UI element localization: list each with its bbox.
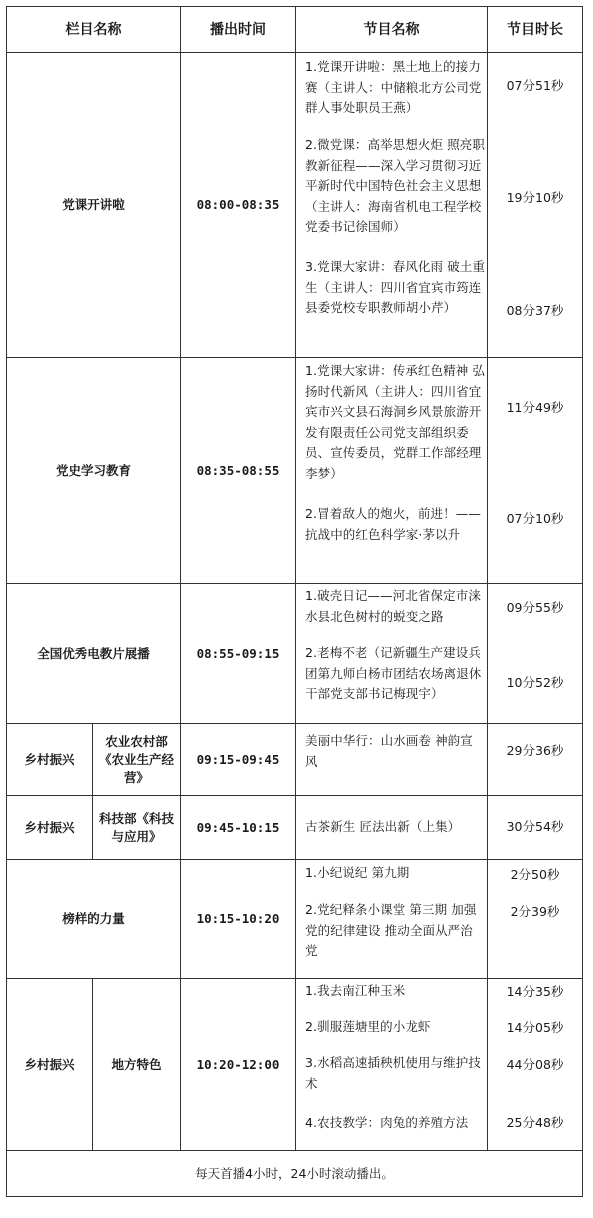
row-time: 08:55-09:15 bbox=[196, 645, 280, 661]
row-time: 08:35-08:55 bbox=[196, 462, 280, 478]
row-section: 乡村振兴 bbox=[24, 819, 75, 835]
row-time: 10:15-10:20 bbox=[196, 911, 280, 926]
row-section: 乡村振兴 bbox=[24, 751, 75, 767]
program-item: 2.冒着敌人的炮火，前进！——抗战中的红色科学家·茅以升 bbox=[305, 506, 481, 542]
program-duration: 2分39秒 bbox=[510, 904, 560, 919]
program-item: 2.驯服莲塘里的小龙虾 bbox=[305, 1019, 431, 1034]
row-section: 党课开讲啦 bbox=[62, 197, 125, 212]
program-item: 3.水稻高速插秧机使用与维护技术 bbox=[305, 1055, 481, 1091]
program-item: 1.小纪说纪 第九期 bbox=[305, 865, 410, 880]
program-duration: 2分50秒 bbox=[510, 867, 560, 882]
row-section: 全国优秀电教片展播 bbox=[37, 645, 150, 661]
program-duration: 07分51秒 bbox=[506, 78, 564, 93]
program-item: 古茶新生 匠法出新（上集） bbox=[305, 819, 461, 834]
program-duration: 25分48秒 bbox=[506, 1115, 564, 1130]
row-time: 10:20-12:00 bbox=[196, 1056, 280, 1072]
program-item: 4.农技教学：肉兔的养殖方法 bbox=[305, 1115, 469, 1130]
program-duration: 30分54秒 bbox=[506, 819, 564, 834]
program-duration: 29分36秒 bbox=[506, 743, 564, 758]
program-duration: 19分10秒 bbox=[506, 190, 564, 205]
program-item: 2.老梅不老（记新疆生产建设兵团第九师白杨市团结农场离退休干部党支部书记梅现宇） bbox=[305, 645, 482, 701]
program-item: 美丽中华行：山水画卷 神韵宣风 bbox=[305, 733, 473, 769]
footer-note: 每天首播4小时，24小时滚动播出。 bbox=[195, 1165, 394, 1181]
program-item: 1.破壳日记——河北省保定市涞水县北色树村的蜕变之路 bbox=[305, 588, 481, 624]
program-item: 1.我去南江种玉米 bbox=[305, 983, 406, 998]
program-duration: 14分05秒 bbox=[506, 1020, 564, 1035]
program-duration: 14分35秒 bbox=[506, 984, 564, 999]
row-section: 党史学习教育 bbox=[55, 462, 131, 478]
header-section: 栏目名称 bbox=[65, 21, 122, 38]
program-item: 1.党课大家讲：传承红色精神 弘扬时代新风（主讲人：四川省宜宾市兴文县石海洞乡风景旅游开发有限责任公司党支部组织委员、宣传委员，党群工作部经理李梦） bbox=[305, 363, 486, 481]
row-sub-section: 科技部《科技与应用》 bbox=[98, 810, 174, 844]
row-sub-section: 农业农村部《农业生产经营》 bbox=[98, 733, 174, 785]
header-duration: 节目时长 bbox=[507, 21, 563, 38]
program-item: 1.党课开讲啦：黑土地上的接力赛（主讲人：中储粮北方公司党群人事处职员王燕） bbox=[305, 59, 482, 115]
row-section: 乡村振兴 bbox=[24, 1056, 75, 1072]
header-time: 播出时间 bbox=[210, 21, 266, 38]
program-item: 3.党课大家讲：春风化雨 破土重生（主讲人：四川省宜宾市筠连县委党校专职教师胡小芹） bbox=[305, 259, 486, 315]
row-sub-section: 地方特色 bbox=[111, 1056, 162, 1072]
program-duration: 11分49秒 bbox=[506, 400, 564, 415]
program-item: 2.微党课：高举思想火炬 照亮职教新征程——深入学习贯彻习近平新时代中国特色社会主义思想（主讲人：海南省机电工程学校党委书记徐国师） bbox=[305, 137, 486, 234]
row-section: 榜样的力量 bbox=[62, 911, 125, 926]
row-time: 09:45-10:15 bbox=[196, 819, 280, 835]
program-item: 2.党纪释条小课堂 第三期 加强党的纪律建设 推动全面从严治党 bbox=[305, 902, 477, 958]
program-duration: 07分10秒 bbox=[506, 511, 564, 526]
program-duration: 10分52秒 bbox=[506, 675, 564, 690]
program-duration: 44分08秒 bbox=[506, 1057, 564, 1072]
row-time: 08:00-08:35 bbox=[196, 197, 280, 212]
header-program: 节目名称 bbox=[363, 21, 420, 38]
program-duration: 08分37秒 bbox=[506, 303, 564, 318]
program-duration: 09分55秒 bbox=[506, 600, 564, 615]
row-time: 09:15-09:45 bbox=[196, 751, 280, 767]
